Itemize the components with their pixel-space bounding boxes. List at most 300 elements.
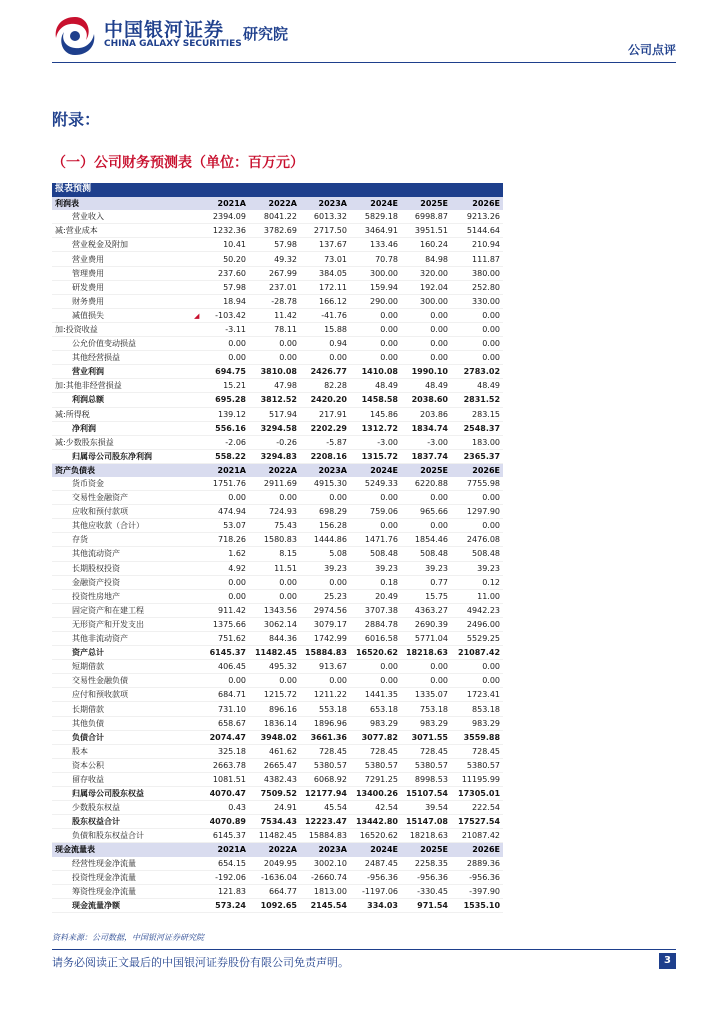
table-row [52,449,503,463]
cell-value: 0.00 [451,660,503,674]
cell-value: 39.23 [350,561,401,575]
cell-value: 5249.33 [350,477,401,491]
cell-value: 11.00 [451,589,503,603]
cell-value: 1081.51 [199,772,249,786]
galaxy-swirl-icon [52,14,98,58]
cell-value: 3948.02 [249,730,300,744]
cell-value: 0.00 [199,589,249,603]
row-label: 财务费用 [52,294,199,308]
cell-value: 0.00 [401,337,451,351]
cell-value: 1215.72 [249,688,300,702]
row-label: 股本 [52,744,199,758]
year-header: 2022A [249,843,300,857]
cell-value: 300.00 [350,266,401,280]
table-row [52,787,503,801]
row-label: 营业费用 [52,252,199,266]
cell-value: 556.16 [199,421,249,435]
table-row [52,884,503,898]
cell-value: 48.49 [350,379,401,393]
row-label: 应付和预收款项 [52,688,199,702]
cell-value: 1837.74 [401,449,451,463]
year-header: 2023A [300,843,350,857]
cell-value: 0.00 [451,337,503,351]
cell-value: 508.48 [401,547,451,561]
year-header: 2024E [350,463,401,477]
table-row [52,632,503,646]
cell-value: 1535.10 [451,898,503,912]
cell-value: 15147.08 [401,815,451,829]
cell-value: 5380.57 [401,758,451,772]
cell-value: 731.10 [199,702,249,716]
cell-value: 3559.88 [451,730,503,744]
cell-value: 0.00 [451,351,503,365]
row-label: 减:所得税 [52,407,199,421]
cell-value: 39.23 [401,561,451,575]
cell-value: 4382.43 [249,772,300,786]
table-row [52,744,503,758]
source-note: 资料来源：公司数据，中国银河证券研究院 [52,933,204,942]
cell-value: 192.04 [401,280,451,294]
table-row [52,435,503,449]
cell-value: 1471.76 [350,533,401,547]
cell-value: 2038.60 [401,393,451,407]
cell-value: 49.32 [249,252,300,266]
cell-value: 1580.83 [249,533,300,547]
cell-value: 1297.90 [451,505,503,519]
cell-value: 0.00 [451,322,503,336]
cell-value: 2049.95 [249,857,300,871]
year-header: 2025E [401,197,451,211]
cell-value: 4363.27 [401,603,451,617]
table-row [52,617,503,631]
cell-value: 728.45 [300,744,350,758]
cell-value: -956.36 [451,870,503,884]
cell-value: 2074.47 [199,730,249,744]
cell-value: 0.00 [300,575,350,589]
cell-value: 0.00 [451,674,503,688]
cell-value: 0.00 [401,351,451,365]
cell-value: 971.54 [401,898,451,912]
cell-value: 3071.55 [401,730,451,744]
table-row [52,421,503,435]
cell-value: 384.05 [300,266,350,280]
cell-value: 7534.43 [249,815,300,829]
institute-name: 研究院 [243,25,289,43]
cell-value: 172.11 [300,280,350,294]
cell-value: 653.18 [350,702,401,716]
cell-value: 5144.64 [451,224,503,238]
report-header [0,0,724,64]
cell-value: 2717.50 [300,224,350,238]
cell-value: 5771.04 [401,632,451,646]
cell-value: 1315.72 [350,449,401,463]
cell-value: 48.49 [401,379,451,393]
cell-value: 1312.72 [350,421,401,435]
cell-value: 18.94 [199,294,249,308]
cell-value: 70.78 [350,252,401,266]
section-title: （一）公司财务预测表（单位：百万元） [52,155,304,171]
cell-value: 3079.17 [300,617,350,631]
cell-value: 15884.83 [300,646,350,660]
cell-value: 16520.62 [350,646,401,660]
appendix-title: 附录： [52,110,101,129]
cell-value: 48.49 [451,379,503,393]
table-row [52,898,503,912]
cell-value: 0.00 [401,519,451,533]
row-label: 短期借款 [52,660,199,674]
cell-value: 15.88 [300,322,350,336]
cell-value: 24.91 [249,801,300,815]
cell-value: -3.11 [199,322,249,336]
cell-value: 39.54 [401,801,451,815]
cell-value: 3707.38 [350,603,401,617]
cell-value: 3294.83 [249,449,300,463]
cell-value: 2663.78 [199,758,249,772]
red-triangle-marker: ◢ [194,312,200,320]
cell-value: 0.00 [300,674,350,688]
table-row [52,730,503,744]
cell-value: 558.22 [199,449,249,463]
cell-value: 2884.78 [350,617,401,631]
cell-value: -1197.06 [350,884,401,898]
table-row [52,547,503,561]
table-row [52,252,503,266]
cell-value: 751.62 [199,632,249,646]
row-label: 公允价值变动损益 [52,337,199,351]
table-row [52,266,503,280]
row-label: 留存收益 [52,772,199,786]
cell-value: 334.03 [350,898,401,912]
row-label: 经营性现金净流量 [52,857,199,871]
cell-value: 844.36 [249,632,300,646]
cell-value: 461.62 [249,744,300,758]
cell-value: 300.00 [401,294,451,308]
cell-value: 0.43 [199,801,249,815]
cell-value: 133.46 [350,238,401,252]
cell-value: 139.12 [199,407,249,421]
row-label: 股东权益合计 [52,815,199,829]
cell-value: 1834.74 [401,421,451,435]
cell-value: 508.48 [451,547,503,561]
cell-value: 0.00 [300,491,350,505]
table-row [52,224,503,238]
table-row [52,815,503,829]
cell-value: 11482.45 [249,829,300,843]
cell-value: 2476.08 [451,533,503,547]
cell-value: 1813.00 [300,884,350,898]
financial-forecast-table [52,183,503,913]
cell-value: 21087.42 [451,829,503,843]
cell-value: 2974.56 [300,603,350,617]
table-row [52,533,503,547]
company-name-en: CHINA GALAXY SECURITIES [104,39,242,49]
cell-value: 0.00 [249,575,300,589]
cell-value: 1343.56 [249,603,300,617]
cell-value: 380.00 [451,266,503,280]
cell-value: 6013.32 [300,210,350,224]
table-row [52,280,503,294]
cell-value: 11195.99 [451,772,503,786]
table-row [52,646,503,660]
cell-value: 4942.23 [451,603,503,617]
row-label: 长期借款 [52,702,199,716]
cell-value: 11.42 [249,308,300,322]
cell-value: 1092.65 [249,898,300,912]
cell-value: 6016.58 [350,632,401,646]
cell-value: 6068.92 [300,772,350,786]
cell-value: 3951.51 [401,224,451,238]
cell-value: 2690.39 [401,617,451,631]
cell-value: 9213.26 [451,210,503,224]
cell-value: 237.01 [249,280,300,294]
cell-value: 0.00 [249,337,300,351]
cell-value: 0.12 [451,575,503,589]
cell-value: 2365.37 [451,449,503,463]
year-header: 2022A [249,463,300,477]
cell-value: 11.51 [249,561,300,575]
cell-value: 2911.69 [249,477,300,491]
cell-value: 573.24 [199,898,249,912]
row-label: 归属母公司股东净利润 [52,449,199,463]
row-label: 减值损失 [52,308,199,322]
cell-value: 121.83 [199,884,249,898]
table-row [52,772,503,786]
cell-value: 2420.20 [300,393,350,407]
cell-value: 495.32 [249,660,300,674]
year-header: 2024E [350,843,401,857]
cell-value: 0.00 [350,660,401,674]
row-label: 净利润 [52,421,199,435]
cell-value: 7755.98 [451,477,503,491]
cell-value: 21087.42 [451,646,503,660]
cell-value: 159.94 [350,280,401,294]
cell-value: 39.23 [451,561,503,575]
cell-value: 75.43 [249,519,300,533]
cell-value: 111.87 [451,252,503,266]
cell-value: 50.20 [199,252,249,266]
cell-value: 210.94 [451,238,503,252]
row-label: 长期股权投资 [52,561,199,575]
table-row [52,210,503,224]
cell-value: 1232.36 [199,224,249,238]
year-header: 2021A [199,463,249,477]
row-label: 负债合计 [52,730,199,744]
cell-value: 4915.30 [300,477,350,491]
row-label: 交易性金融负债 [52,674,199,688]
cell-value: 25.23 [300,589,350,603]
cell-value: 508.48 [350,547,401,561]
table-row [52,674,503,688]
row-label: 交易性金融资产 [52,491,199,505]
cell-value: 0.00 [249,491,300,505]
cell-value: -956.36 [401,870,451,884]
cell-value: 57.98 [249,238,300,252]
cell-value: 474.94 [199,505,249,519]
table-row [52,365,503,379]
cell-value: -3.00 [350,435,401,449]
cell-value: 13400.26 [350,787,401,801]
cell-value: 183.00 [451,435,503,449]
cell-value: 0.18 [350,575,401,589]
cell-value: 1854.46 [401,533,451,547]
cell-value: -397.90 [451,884,503,898]
year-header: 2021A [199,843,249,857]
cell-value: 82.28 [300,379,350,393]
page-number: 3 [659,953,676,969]
cell-value: 8041.22 [249,210,300,224]
section-label: 资产负债表 [52,463,199,477]
cell-value: 406.45 [199,660,249,674]
cell-value: 724.93 [249,505,300,519]
cell-value: -956.36 [350,870,401,884]
row-label: 现金流量净额 [52,898,199,912]
cell-value: 896.16 [249,702,300,716]
cell-value: 12177.94 [300,787,350,801]
year-header: 2023A [300,463,350,477]
row-label: 减:少数股东损益 [52,435,199,449]
cell-value: 39.23 [300,561,350,575]
cell-value: 6145.37 [199,829,249,843]
cell-value: 0.00 [401,491,451,505]
cell-value: 983.29 [451,716,503,730]
cell-value: 1742.99 [300,632,350,646]
cell-value: 237.60 [199,266,249,280]
year-header: 2024E [350,197,401,211]
cell-value: 6220.88 [401,477,451,491]
table-row [52,351,503,365]
cell-value: 2202.29 [300,421,350,435]
cell-value: 42.54 [350,801,401,815]
cell-value: 7291.25 [350,772,401,786]
cell-value: 2487.45 [350,857,401,871]
table-row [52,688,503,702]
cell-value: 658.67 [199,716,249,730]
cell-value: -0.26 [249,435,300,449]
row-label: 加:其他非经营损益 [52,379,199,393]
row-label: 负债和股东权益合计 [52,829,199,843]
cell-value: 0.00 [199,491,249,505]
row-label: 营业收入 [52,210,199,224]
cell-value: 1.62 [199,547,249,561]
cell-value: 0.00 [199,351,249,365]
table-row [52,308,503,322]
cell-value: 911.42 [199,603,249,617]
cell-value: 0.00 [249,351,300,365]
cell-value: 718.26 [199,533,249,547]
row-label: 营业税金及附加 [52,238,199,252]
cell-value: 0.00 [350,351,401,365]
company-name-cn: 中国银河证券 [104,19,225,41]
cell-value: 0.00 [199,337,249,351]
cell-value: 0.00 [199,674,249,688]
cell-value: 0.77 [401,575,451,589]
table-row [52,801,503,815]
cell-value: 17305.01 [451,787,503,801]
row-label: 资本公积 [52,758,199,772]
cell-value: 10.41 [199,238,249,252]
cell-value: 160.24 [401,238,451,252]
cell-value: 267.99 [249,266,300,280]
section-header-row [52,843,503,857]
cell-value: 3661.36 [300,730,350,744]
cell-value: 217.91 [300,407,350,421]
cell-value: 1896.96 [300,716,350,730]
cell-value: -41.76 [300,308,350,322]
cell-value: 325.18 [199,744,249,758]
cell-value: 84.98 [401,252,451,266]
cell-value: 0.00 [350,491,401,505]
cell-value: 0.00 [199,575,249,589]
cell-value: 18218.63 [401,646,451,660]
row-label: 其他应收款（合计） [52,519,199,533]
cell-value: 965.66 [401,505,451,519]
cell-value: 145.86 [350,407,401,421]
cell-value: -103.42 [199,308,249,322]
cell-value: 320.00 [401,266,451,280]
cell-value: 2889.36 [451,857,503,871]
cell-value: 0.00 [451,519,503,533]
cell-value: -192.06 [199,870,249,884]
cell-value: 1990.10 [401,365,451,379]
cell-value: 0.00 [451,491,503,505]
cell-value: 16520.62 [350,829,401,843]
table-row [52,337,503,351]
row-label: 研发费用 [52,280,199,294]
row-label: 金融资产投资 [52,575,199,589]
cell-value: 0.00 [350,337,401,351]
table-row [52,407,503,421]
table-row [52,505,503,519]
cell-value: 15107.54 [401,787,451,801]
cell-value: 8998.53 [401,772,451,786]
cell-value: 2665.47 [249,758,300,772]
cell-value: 1723.41 [451,688,503,702]
section-header-row [52,197,503,211]
cell-value: 698.29 [300,505,350,519]
cell-value: 3294.58 [249,421,300,435]
cell-value: 3812.52 [249,393,300,407]
cell-value: 0.00 [350,322,401,336]
year-header: 2025E [401,463,451,477]
disclaimer-text: 请务必阅读正文最后的中国银河证券股份有限公司免责声明。 [52,956,349,969]
cell-value: 15.75 [401,589,451,603]
cell-value: 47.98 [249,379,300,393]
document-type: 公司点评 [627,43,676,57]
cell-value: 20.49 [350,589,401,603]
cell-value: 330.00 [451,294,503,308]
table-row [52,702,503,716]
row-label: 其他负债 [52,716,199,730]
cell-value: 203.86 [401,407,451,421]
cell-value: 1751.76 [199,477,249,491]
cell-value: -330.45 [401,884,451,898]
cell-value: 5.08 [300,547,350,561]
table-title-row [52,183,503,197]
cell-value: 0.00 [401,674,451,688]
cell-value: 1335.07 [401,688,451,702]
cell-value: 1458.58 [350,393,401,407]
cell-value: 1211.22 [300,688,350,702]
header-divider [52,62,676,63]
cell-value: 1444.86 [300,533,350,547]
table-row [52,660,503,674]
table-row [52,716,503,730]
cell-value: 3782.69 [249,224,300,238]
year-header: 2026E [451,197,503,211]
cell-value: 45.54 [300,801,350,815]
table-row [52,519,503,533]
cell-value: 553.18 [300,702,350,716]
